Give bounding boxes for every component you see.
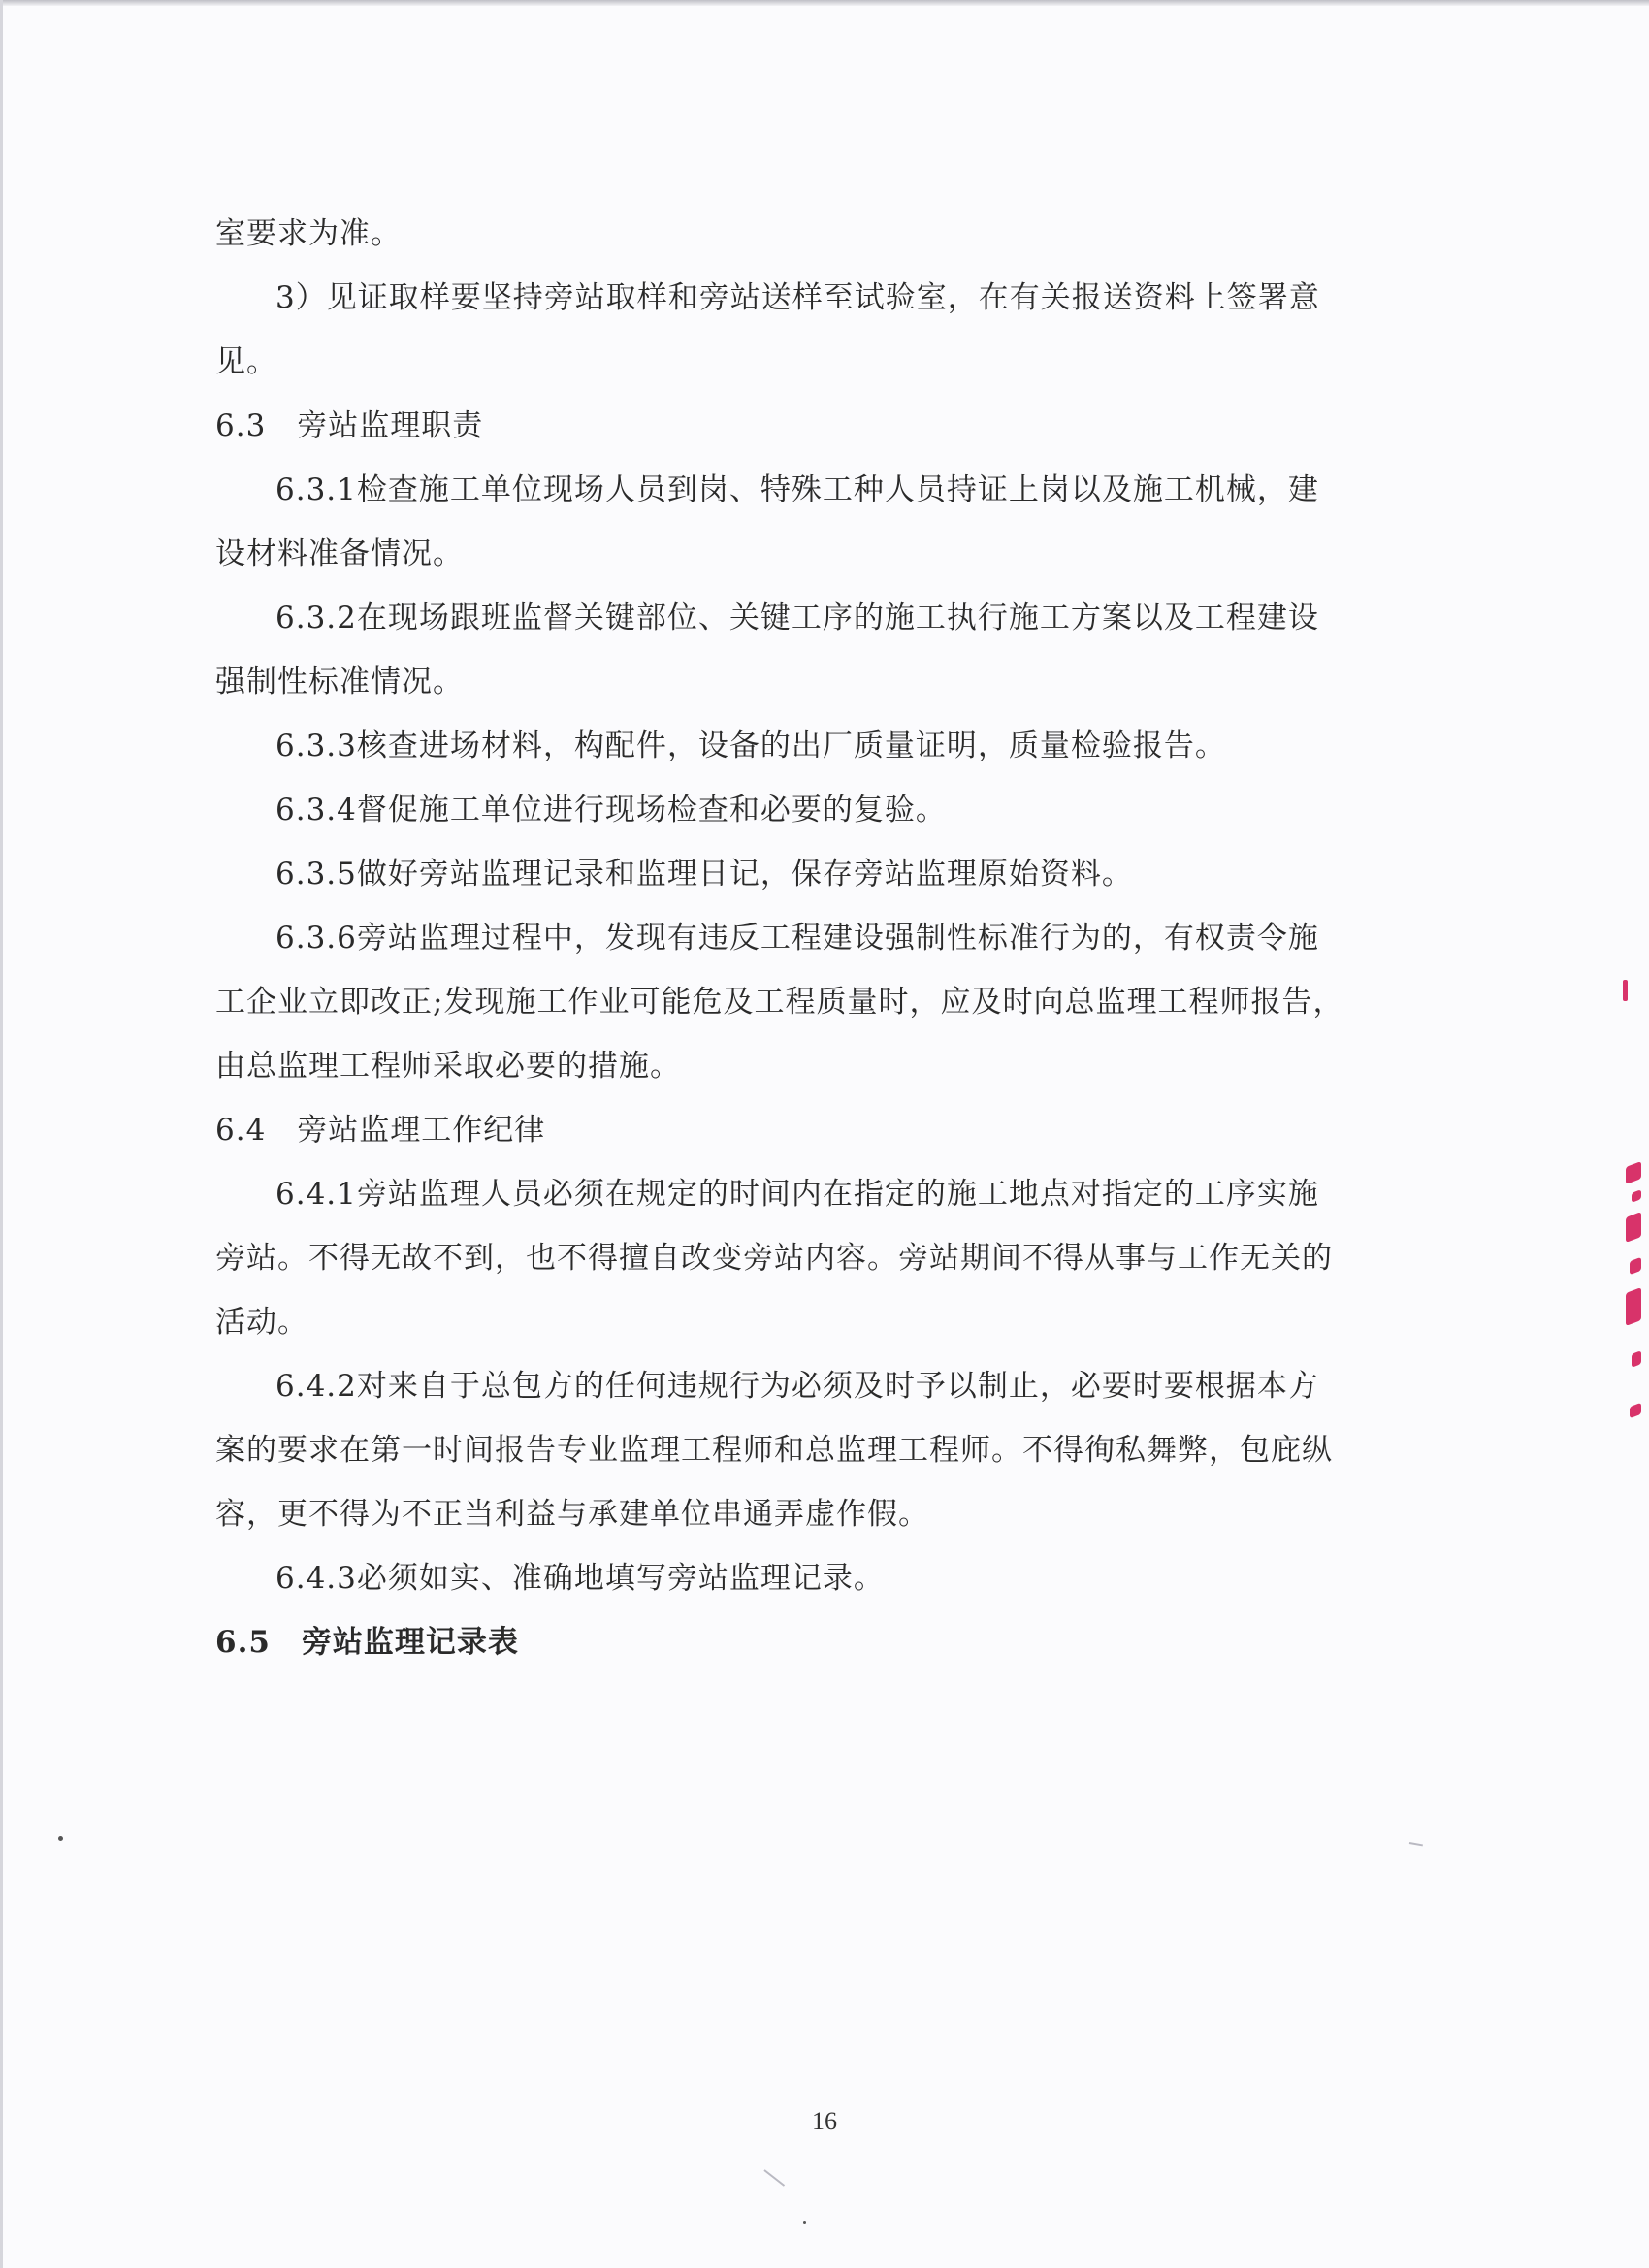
scan-scratch <box>1409 1842 1423 1846</box>
stamp-stroke <box>1626 1161 1641 1184</box>
stamp-stroke <box>1626 1212 1641 1243</box>
text-line: 旁站。不得无故不到，也不得擅自改变旁站内容。旁站期间不得从事与工作无关的 <box>215 1241 1333 1276</box>
page-top-edge <box>0 0 1649 6</box>
section-heading: 6.4 旁站监理工作纪律 <box>215 1113 546 1148</box>
section-heading: 6.3 旁站监理职责 <box>215 408 484 443</box>
seal-stamp-fragment <box>1612 1145 1641 1436</box>
stamp-stroke <box>1632 1350 1641 1368</box>
text-line: 设材料准备情况。 <box>215 536 464 571</box>
text-line: 6.3.1检查施工单位现场人员到岗、特殊工种人员持证上岗以及施工机械，建 <box>275 472 1319 507</box>
stamp-fragment-top <box>1623 980 1628 1001</box>
text-line: 室要求为准。 <box>215 216 402 251</box>
text-line: 容，更不得为不正当利益与承建单位串通弄虚作假。 <box>215 1497 929 1532</box>
stamp-stroke <box>1630 1257 1641 1275</box>
scan-speck <box>803 2221 806 2224</box>
page-number: 16 <box>812 2107 837 2135</box>
text-line: 见。 <box>215 344 277 379</box>
text-line: 活动。 <box>215 1305 308 1340</box>
text-line: 6.3.3核查进场材料，构配件，设备的出厂质量证明，质量检验报告。 <box>275 729 1226 763</box>
stamp-stroke <box>1630 1403 1641 1418</box>
document-body <box>215 202 1344 1674</box>
scan-scratch <box>763 2169 785 2187</box>
text-line: 6.3.4督促施工单位进行现场检查和必要的复验。 <box>275 793 947 827</box>
text-line: 由总监理工程师采取必要的措施。 <box>215 1049 681 1084</box>
text-line: 6.3.2在现场跟班监督关键部位、关键工序的施工执行施工方案以及工程建设 <box>275 600 1319 635</box>
text-line: 6.4.2对来自于总包方的任何违规行为必须及时予以制止，必要时要根据本方 <box>275 1369 1319 1404</box>
text-line: 3）见证取样要坚持旁站取样和旁站送样至试验室，在有关报送资料上签署意 <box>275 280 1320 315</box>
text-line: 强制性标准情况。 <box>215 664 464 699</box>
text-line: 工企业立即改正;发现施工作业可能危及工程质量时，应及时向总监理工程师报告， <box>215 985 1344 1020</box>
page-left-edge <box>0 0 3 2268</box>
stamp-stroke <box>1626 1287 1641 1326</box>
text-line: 案的要求在第一时间报告专业监理工程师和总监理工程师。不得徇私舞弊，包庇纵 <box>215 1433 1333 1468</box>
text-line: 6.3.6旁站监理过程中，发现有违反工程建设强制性标准行为的，有权责令施 <box>275 921 1319 956</box>
section-heading-bold: 6.5 旁站监理记录表 <box>215 1625 519 1660</box>
stamp-stroke <box>1632 1189 1641 1203</box>
text-line: 6.3.5做好旁站监理记录和监理日记，保存旁站监理原始资料。 <box>275 857 1133 891</box>
text-line: 6.4.3必须如实、准确地填写旁站监理记录。 <box>275 1561 885 1596</box>
scan-speck <box>58 1836 63 1841</box>
text-line: 6.4.1旁站监理人员必须在规定的时间内在指定的施工地点对指定的工序实施 <box>275 1177 1319 1212</box>
